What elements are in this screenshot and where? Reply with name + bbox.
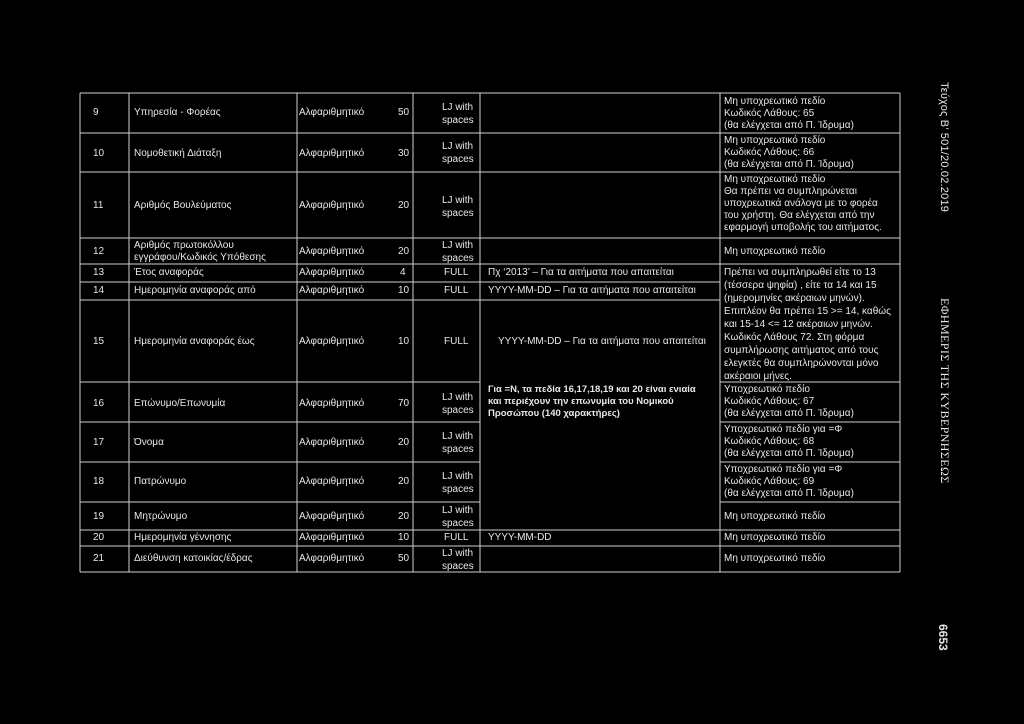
row-number: 15	[93, 336, 105, 347]
row-number: 20	[93, 532, 105, 543]
field-length: 10	[398, 532, 410, 543]
remarks: Μη υποχρεωτικό πεδίο Κωδικός Λάθους: 65 (θα ελέγχεται από Π. Ίδρυμα)	[724, 96, 854, 131]
alignment: LJ with spaces	[442, 195, 474, 219]
field-name: Μητρώνυμο	[134, 511, 188, 522]
alignment: FULL	[444, 532, 469, 543]
field-length: 20	[398, 200, 410, 211]
field-type: Αλφαριθμητικό	[299, 398, 365, 409]
remarks: Υποχρεωτικό πεδίο Κωδικός Λάθους: 67 (θα ελέγχεται από Π. Ίδρυμα)	[724, 384, 854, 419]
alignment: LJ with spaces	[442, 505, 474, 529]
field-length: 50	[398, 553, 410, 564]
format: YYYY-MM-DD	[488, 532, 552, 543]
row-number: 17	[93, 437, 105, 448]
alignment: LJ with spaces	[442, 471, 474, 495]
row-number: 18	[93, 476, 105, 487]
field-name: Έτος αναφοράς	[134, 267, 204, 278]
remarks: Μη υποχρεωτικό πεδίο	[724, 511, 826, 522]
field-length: 30	[398, 148, 410, 159]
row-number: 12	[93, 246, 105, 257]
field-name: Νομοθετική Διάταξη	[134, 148, 222, 159]
row-number: 10	[93, 148, 105, 159]
alignment: LJ with spaces	[442, 240, 474, 264]
row-number: 21	[93, 553, 105, 564]
row-number: 14	[93, 285, 105, 296]
field-length: 20	[398, 437, 410, 448]
field-type: Αλφαριθμητικό	[299, 285, 365, 296]
alignment: FULL	[444, 267, 469, 278]
field-type: Αλφαριθμητικό	[299, 267, 365, 278]
remarks: Μη υποχρεωτικό πεδίο Κωδικός Λάθους: 66 (θα ελέγχεται από Π. Ίδρυμα)	[724, 135, 854, 170]
field-length: 50	[398, 107, 410, 118]
field-name: Επώνυμο/Επωνυμία	[134, 398, 226, 409]
field-name: Ημερομηνία γέννησης	[134, 532, 232, 543]
field-type: Αλφαριθμητικό	[299, 437, 365, 448]
alignment: LJ with spaces	[442, 548, 474, 572]
row-number: 9	[93, 107, 99, 118]
field-name: Ημερομηνία αναφοράς από	[134, 285, 256, 296]
field-type: Αλφαριθμητικό	[299, 107, 365, 118]
alignment: LJ with spaces	[442, 102, 474, 126]
field-length: 20	[398, 246, 410, 257]
field-name: Διεύθυνση κατοικίας/έδρας	[134, 553, 253, 564]
format: Πχ ‘2013’ – Για τα αιτήματα που απαιτείται	[488, 267, 674, 278]
row-number: 16	[93, 398, 105, 409]
alignment: LJ with spaces	[442, 392, 474, 416]
alignment: FULL	[444, 285, 469, 296]
remarks-13-15: Πρέπει να συμπληρωθεί είτε το 13 (τέσσερα ψηφία) , είτε τα 14 και 15 (ημερομηνίες ακέραιων μηνών). Επιπλέον θα πρέπει 15 >= 14, καθώς και 15-14 <= 12 ακέραιων μηνών. Κωδικός Λάθους 72. Στη φόρμα συμπλήρωσης αιτήματος από τους ελεγκτές θα συμπληρώνονται μόνο ακέραιοι μήνες.	[724, 267, 891, 382]
field-type: Αλφαριθμητικό	[299, 532, 365, 543]
alignment: FULL	[444, 336, 469, 347]
format: YYYY-MM-DD – Για τα αιτήματα που απαιτείται	[488, 285, 696, 296]
field-length: 20	[398, 511, 410, 522]
field-name: Αριθμός Βουλεύματος	[134, 200, 232, 211]
field-type: Αλφαριθμητικό	[299, 476, 365, 487]
row-number: 13	[93, 267, 105, 278]
gazette-title: ΕΦΗΜΕΡΙΣ ΤΗΣ ΚΥΒΕΡΝΗΣΕΩΣ	[938, 298, 952, 484]
format-16-19: Για =Ν, τα πεδία 16,17,18,19 και 20 είναι ενιαία και περιέχουν την επωνυμία του Νομικού Προσώπου (140 χαρακτήρες)	[488, 384, 696, 419]
page-number: 6653	[936, 624, 950, 651]
field-length: 20	[398, 476, 410, 487]
row-number: 11	[93, 200, 104, 211]
row-number: 19	[93, 511, 105, 522]
field-length: 4	[400, 267, 406, 278]
remarks: Μη υποχρεωτικό πεδίο	[724, 553, 826, 564]
issue-label: Τεύχος Β’ 501/20.02.2019	[938, 82, 950, 213]
field-name: Ημερομηνία αναφοράς έως	[134, 336, 255, 347]
remarks: Υποχρεωτικό πεδίο για =Φ Κωδικός Λάθους: 69 (θα ελέγχεται από Π. Ίδρυμα)	[724, 464, 854, 499]
field-type: Αλφαριθμητικό	[299, 553, 365, 564]
field-name: Όνομα	[134, 437, 164, 448]
remarks: Μη υποχρεωτικό πεδίο	[724, 246, 826, 257]
field-length: 10	[398, 336, 410, 347]
field-type: Αλφαριθμητικό	[299, 336, 365, 347]
field-type: Αλφαριθμητικό	[299, 246, 365, 257]
alignment: LJ with spaces	[442, 141, 474, 165]
alignment: LJ with spaces	[442, 431, 474, 455]
remarks: Υποχρεωτικό πεδίο για =Φ Κωδικός Λάθους: 68 (θα ελέγχεται από Π. Ίδρυμα)	[724, 424, 854, 459]
remarks: Μη υποχρεωτικό πεδίο	[724, 532, 826, 543]
remarks: Μη υποχρεωτικό πεδίο Θα πρέπει να συμπληρώνεται υποχρεωτικά ανάλογα με το φορέα του χρήστη. Θα ελέγχεται από την εφαρμογή υποβολής του αιτήματος.	[724, 174, 882, 233]
field-length: 70	[398, 398, 410, 409]
field-type: Αλφαριθμητικό	[299, 200, 365, 211]
field-name: Πατρώνυμο	[134, 476, 187, 487]
field-type: Αλφαριθμητικό	[299, 511, 365, 522]
format: YYYY-MM-DD – Για τα αιτήματα που απαιτείται	[498, 336, 706, 347]
field-name: Αριθμός πρωτοκόλλου εγγράφου/Κωδικός Υπόθεσης	[134, 240, 266, 263]
field-name: Υπηρεσία - Φορέας	[134, 107, 221, 118]
field-length: 10	[398, 285, 410, 296]
field-type: Αλφαριθμητικό	[299, 148, 365, 159]
